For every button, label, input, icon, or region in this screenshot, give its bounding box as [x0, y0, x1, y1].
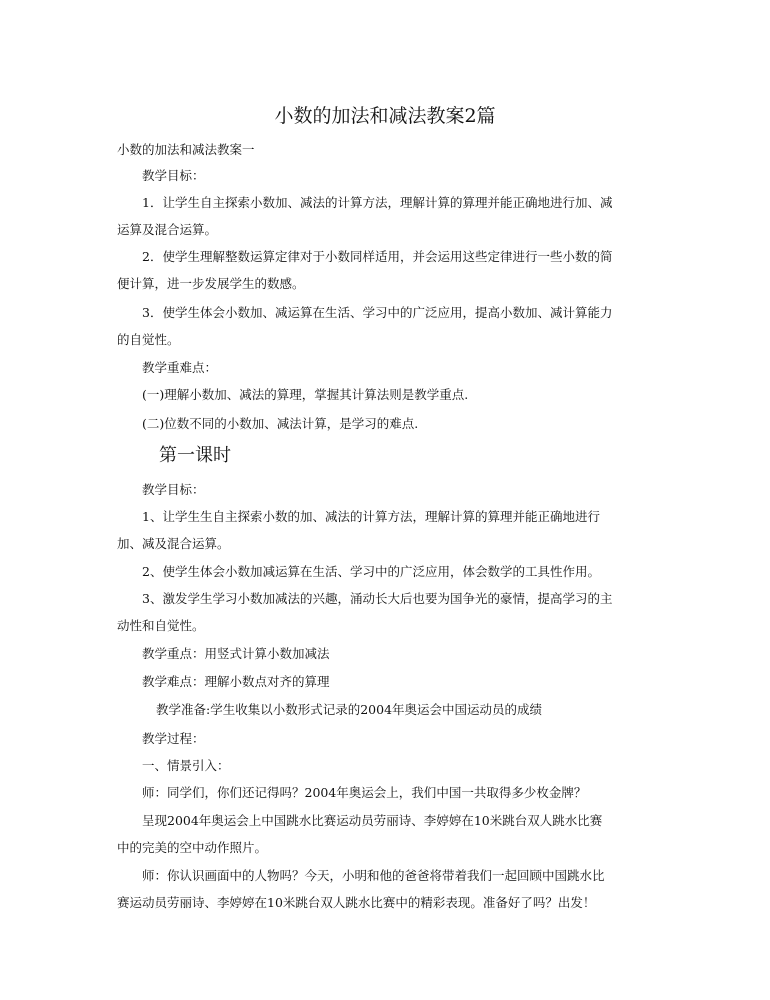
teacher-question-1: 师：同学们，你们还记得吗？2004年奥运会上，我们中国一共取得多少枚金牌？: [142, 785, 587, 800]
lesson-goals-label: 教学目标：: [142, 482, 205, 497]
goals-label: 教学目标：: [142, 168, 205, 183]
process-label: 教学过程：: [142, 731, 205, 746]
lesson-heading: 第一课时: [159, 445, 231, 466]
lesson-goal-1-line-1: 1、让学生生自主探索小数的加、减法的计算方法，理解计算的算理并能正确地进行: [142, 509, 600, 524]
lesson-goal-3-line-2: 动性和自觉性。: [117, 618, 205, 633]
goal-2-line-2: 便计算，进一步发展学生的数感。: [117, 276, 305, 291]
goal-1-line-2: 运算及混合运算。: [117, 222, 218, 237]
lesson-preparation: 教学准备:学生收集以小数形式记录的2004年奥运会中国运动员的成绩: [156, 702, 543, 717]
document-title: 小数的加法和减法教案2篇: [274, 105, 496, 127]
lesson-goal-2: 2、使学生体会小数加减运算在生活、学习中的广泛应用，体会数学的工具性作用。: [142, 564, 600, 579]
section-one-label: 小数的加法和减法教案一: [117, 142, 255, 157]
photo-description-line-1: 呈现2004年奥运会上中国跳水比赛运动员劳丽诗、李婷婷在10米跳台双人跳水比赛: [142, 813, 603, 828]
goal-1-line-1: 1．让学生自主探索小数加、减法的计算方法，理解计算的算理并能正确地进行加、减: [142, 195, 613, 210]
goal-3-line-2: 的自觉性。: [117, 332, 180, 347]
key-points-label: 教学重难点：: [142, 360, 218, 375]
teacher-question-2-line-1: 师：你认识画面中的人物吗？今天，小明和他的爸爸将带着我们一起回顾中国跳水比: [142, 868, 605, 883]
photo-description-line-2: 中的完美的空中动作照片。: [117, 840, 268, 855]
goal-3-line-1: 3．使学生体会小数加、减运算在生活、学习中的广泛应用，提高小数加、减计算能力: [142, 305, 613, 320]
goal-2-line-1: 2．使学生理解整数运算定律对于小数同样适用，并会运用这些定律进行一些小数的简: [142, 249, 613, 264]
teacher-question-2-line-2: 赛运动员劳丽诗、李婷婷在10米跳台双人跳水比赛中的精彩表现。准备好了吗？出发！: [117, 895, 596, 910]
lesson-key-point: 教学重点：用竖式计算小数加减法: [142, 646, 330, 661]
lesson-difficulty: 教学难点：理解小数点对齐的算理: [142, 674, 330, 689]
key-point-1: (一)理解小数加、减法的算理，掌握其计算法则是教学重点.: [142, 387, 469, 402]
lesson-goal-3-line-1: 3、激发学生学习小数加减法的兴趣，涌动长大后也要为国争光的豪情，提高学习的主: [142, 591, 613, 606]
intro-label: 一、情景引入：: [142, 758, 230, 773]
lesson-goal-1-line-2: 加、减及混合运算。: [117, 536, 230, 551]
key-point-2: (二)位数不同的小数加、减法计算，是学习的难点.: [142, 416, 419, 431]
